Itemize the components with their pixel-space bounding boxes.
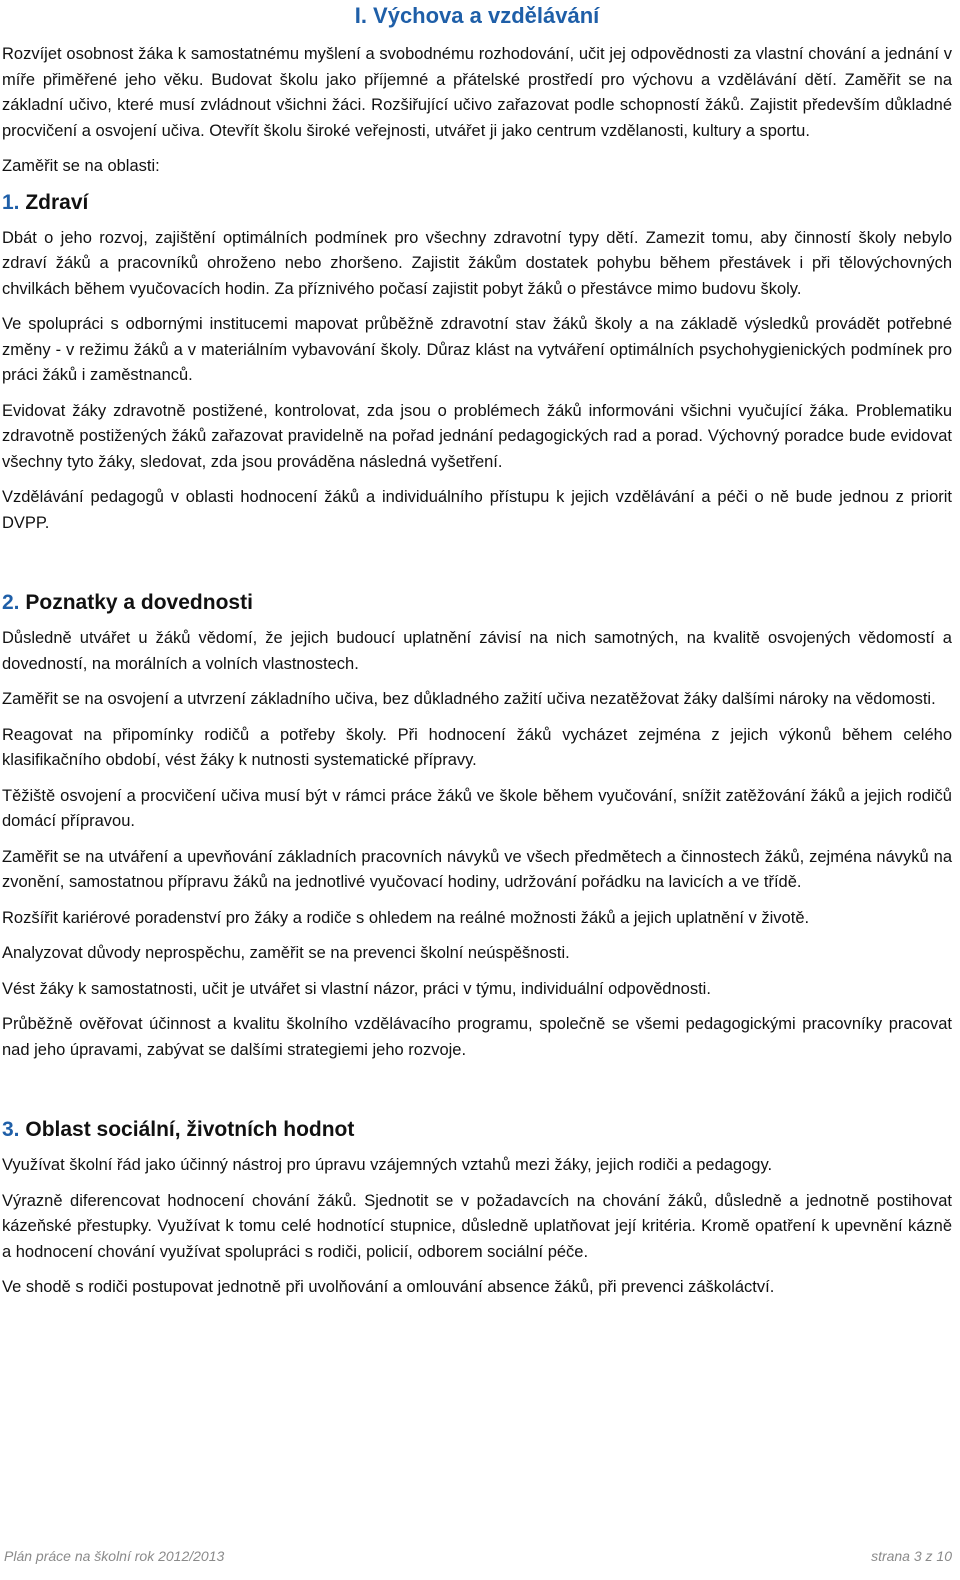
section-paragraph: Rozšířit kariérové poradenství pro žáky a rodiče s ohledem na reálné možnosti žáků a jejich uplatnění v životě. (2, 908, 810, 927)
section-paragraph: Vést žáky k samostatnosti, učit je utvářet si vlastní názor, práci v týmu, individuální odpovědnosti. (2, 979, 711, 998)
page-title: I. Výchova a vzdělávání (354, 3, 600, 28)
document-content (2, 0, 952, 1311)
section-paragraph: Vzdělávání pedagogů v oblasti hodnocení žáků a individuálního přístupu k jejich vzdělávání a péči o ně bude jednou z priorit DVPP. (2, 488, 952, 532)
footer-document-name: Plán práce na školní rok 2012/2013 (4, 1548, 225, 1564)
section-heading-social (2, 1117, 952, 1143)
section-paragraph: Analyzovat důvody neprospěchu, zaměřit se na prevenci školní neúspěšnosti. (2, 944, 570, 962)
section-title: Zdraví (25, 190, 89, 214)
section-paragraph: Zaměřit se na utváření a upevňování základních pracovních návyků ve všech předmětech a činnostech žáků, zejména návyků na zvonění, samostatnou přípravu žáků na jednotlivé vyučovací hodiny, udržování pořádku na lavicích a ve třídě. (2, 847, 952, 891)
section-paragraph: Těžiště osvojení a procvičení učiva musí být v rámci práce žáků ve škole během vyučování, snížit zatěžování žáků a jejich rodičů domácí přípravou. (2, 786, 952, 830)
section-number: 1. (2, 190, 20, 214)
section-paragraph: Ve spolupráci s odbornými institucemi mapovat průběžně zdravotní stav žáků školy a na základě výsledků provádět potřebné změny - v režimu žáků a v materiálním vybavování školy. Důraz klást na vytváření optimálních psychohygienických podmínek pro práci žáků i zaměstnanců. (2, 315, 952, 384)
footer-page-number: strana 3 z 10 (871, 1548, 952, 1564)
section-heading-health (2, 190, 952, 216)
section-paragraph: Reagovat na připomínky rodičů a potřeby školy. Při hodnocení žáků vycházet zejména z jejich výkonů během celého klasifikačního období, vést žáky k nutnosti systematické přípravy. (2, 725, 952, 769)
section-paragraph: Evidovat žáky zdravotně postižené, kontrolovat, zda jsou o problémech žáků informováni všichni vyučující žáka. Problematiku zdravotně postižených žáků zařazovat pravidelně na pořad jednání pedagogických rad a porad. Výchovný poradce bude evidovat všechny tyto žáky, sledovat, zda jsou prováděna následná vyšetření. (2, 401, 952, 471)
section-number: 3. (2, 1118, 20, 1141)
page-footer (4, 1548, 952, 1568)
section-paragraph: Využívat školní řád jako účinný nástroj pro úpravu vzájemných vztahů mezi žáky, jejich rodiči a pedagogy. (2, 1156, 773, 1174)
intro-focus-label: Zaměřit se na oblasti: (2, 157, 160, 175)
intro-paragraph: Rozvíjet osobnost žáka k samostatnému myšlení a svobodnému rozhodování, učit jej odpovědnosti za vlastní chování a jednání v míře přiměřené jeho věku. Budovat školu jako příjemné a přátelské prostředí pro výchovu a vzdělávání dětí. Zaměřit se na základní učivo, které musí zvládnout všichni žáci. Rozšiřující učivo zařazovat podle schopností žáků. Zajistit především důkladné procvičení a osvojení učiva. Otevřít školu široké veřejnosti, utvářet ji jako centrum vzdělanosti, kultury a sportu. (2, 45, 952, 140)
section-paragraph: Důsledně utvářet u žáků vědomí, že jejich budoucí uplatnění závisí na nich samotných, na kvalitě osvojených vědomostí a dovedností, na morálních a volních vlastnostech. (2, 629, 952, 673)
section-title: Oblast sociální, životních hodnot (25, 1118, 355, 1141)
section-spacer (2, 546, 952, 590)
section-paragraph: Výrazně diferencovat hodnocení chování žáků. Sjednotit se v požadavcích na chování žáků, důsledně a jednotně postihovat kázeňské přestupky. Využívat k tomu celé hodnotící stupnice, důsledně uplatňovat její kritéria. Kromě opatření k upevnění kázně a hodnocení chování využívat spolupráci s rodiči, policií, odborem sociální péče. (2, 1191, 952, 1261)
section-paragraph: Ve shodě s rodiči postupovat jednotně při uvolňování a omlouvání absence žáků, při prevenci záškoláctví. (2, 1278, 775, 1296)
section-number: 2. (2, 591, 20, 614)
section-spacer (2, 1073, 952, 1117)
section-title: Poznatky a dovednosti (25, 591, 253, 614)
section-paragraph: Průběžně ověřovat účinnost a kvalitu školního vzdělávacího programu, společně se všemi pedagogickými pracovníky pracovat nad jeho úpravami, zabývat se dalšími strategiemi jeho rozvoje. (2, 1015, 952, 1059)
section-paragraph: Dbát o jeho rozvoj, zajištění optimálních podmínek pro všechny zdravotní typy dětí. Zamezit tomu, aby činností školy nebylo zdraví žáků a pracovníků ohroženo nebo zhoršeno. Zajistit žákům dostatek pohybu během přestávek i při tělovýchovných chvilkách během vyučovacích hodin. Za příznivého počasí zajistit pobyt žáků o přestávce mimo budovu školy. (2, 228, 952, 298)
section-heading-knowledge (2, 590, 952, 616)
section-paragraph: Zaměřit se na osvojení a utvrzení základního učiva, bez důkladného zažití učiva nezatěžovat žáky dalšími nároky na vědomosti. (2, 690, 936, 708)
